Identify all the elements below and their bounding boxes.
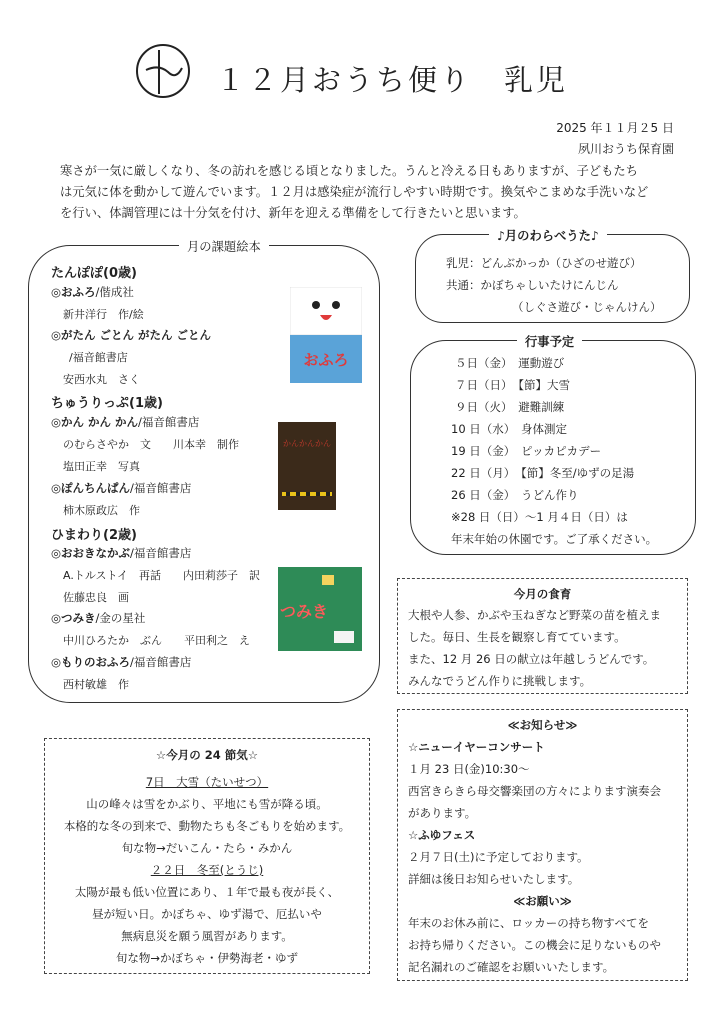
school-name: 夙川おうち保育園 bbox=[577, 142, 674, 156]
notice-line: があります。 bbox=[408, 806, 477, 820]
season-line: 本格的な冬の到来で、動物たちも冬ごもりを始めます。 bbox=[63, 819, 351, 833]
song-line: 共通：かぼちゃしいたけにんじん bbox=[446, 278, 619, 292]
season-term: 7日 大雪（たいせつ） bbox=[145, 775, 269, 789]
event-item: ※28 日（日）～1 月４日（日）は bbox=[451, 510, 628, 524]
event-item: 年末年始の休園です。ご了承ください。 bbox=[451, 532, 658, 546]
event-item: 19 日（金） ピッカピカデー bbox=[451, 444, 602, 458]
book-credit: 柿木原政広 作 bbox=[63, 504, 140, 517]
cover-title: つみき bbox=[279, 602, 329, 621]
notice-line: 詳細は後日お知らせいたします。 bbox=[408, 872, 580, 886]
event-item: ５日（金） 運動遊び bbox=[455, 356, 565, 370]
book-entry: ◎もりのおふろ/福音館書店 bbox=[51, 655, 192, 669]
book-credit: 安西水丸 さく bbox=[63, 373, 140, 386]
event-item: ７日（日） 【節】大雪 bbox=[455, 378, 570, 392]
food-education-box bbox=[397, 578, 688, 694]
book-entry: ◎つみき/金の星社 bbox=[51, 611, 146, 625]
books-title: 月の課題絵本 bbox=[179, 237, 269, 255]
book-entry: ◎ぽんちんぱん/福音館書店 bbox=[51, 481, 192, 495]
book-credit: 中川ひろたか ぶん 平田利之 え bbox=[63, 634, 250, 647]
intro-paragraph bbox=[60, 161, 680, 224]
food-line: 大根や人参、かぶや玉ねぎなど野菜の苗を植えま bbox=[408, 608, 661, 622]
food-line: した。毎日、生長を観察し育てています。 bbox=[408, 630, 626, 644]
book-credit: A.トルストイ 再話 内田莉莎子 訳 bbox=[63, 569, 260, 582]
cover-title: おふろ bbox=[303, 351, 349, 369]
events-box bbox=[410, 335, 696, 555]
notice-line: 年末のお休み前に、ロッカーの持ち物すべてを bbox=[408, 916, 650, 930]
season-line: 太陽が最も低い位置にあり、１年で最も夜が長く、 bbox=[74, 885, 340, 899]
food-title: 今月の食育 bbox=[513, 587, 572, 601]
notice-line: ２月７日(土)に予定しております。 bbox=[408, 850, 589, 864]
notice-line: １月 23 日(金)10:30～ bbox=[408, 762, 530, 776]
category-label: たんぽぽ(0歳) bbox=[51, 266, 137, 281]
book-entry: ◎かん かん かん/福音館書店 bbox=[51, 415, 200, 429]
book-publisher: /福音館書店 bbox=[69, 351, 128, 364]
notices-box bbox=[397, 709, 688, 981]
category-label: ひまわり(2歳) bbox=[51, 528, 137, 543]
season-line: 昼が短い日。かぼちゃ、ゆず湯で、厄払いや bbox=[92, 907, 322, 921]
book-credit: のむらさやか 文 川本幸 制作 bbox=[63, 438, 239, 451]
event-item: ９日（火） 避難訓練 bbox=[455, 400, 565, 414]
book-entry: ◎おふろ/偕成社 bbox=[51, 285, 134, 299]
seasons-title: ☆今月の 24 節気☆ bbox=[155, 748, 259, 762]
notice-heading: ☆ふゆフェス bbox=[408, 828, 476, 842]
issue-date-block bbox=[556, 118, 674, 160]
school-logo-icon bbox=[134, 42, 192, 100]
nursery-rhymes-box bbox=[415, 229, 690, 323]
songs-title: ♪月のわらべうた♪ bbox=[489, 226, 607, 244]
notice-heading: ☆ニューイヤーコンサート bbox=[408, 740, 545, 754]
notice-line: お持ち帰りください。この機会に足りないものや bbox=[408, 938, 661, 952]
book-entry: ◎がたん ごとん がたん ごとん bbox=[51, 328, 212, 342]
solar-terms-box bbox=[44, 738, 370, 974]
season-term: ２２日 冬至(とうじ) bbox=[150, 863, 264, 877]
food-line: みんなでうどん作りに挑戦します。 bbox=[408, 674, 592, 688]
book-credit: 西村敏雄 作 bbox=[63, 678, 129, 691]
tsumiki-cover-image bbox=[278, 567, 362, 651]
request-title: ≪お願い≫ bbox=[513, 894, 572, 908]
event-item: 10 日（水） 身体測定 bbox=[451, 422, 568, 436]
event-item: 26 日（金） うどん作り bbox=[451, 488, 579, 502]
ofuro-cover-image bbox=[290, 287, 362, 383]
issue-date: 2025 年１１月２5 日 bbox=[556, 121, 674, 135]
season-line: 山の峰々は雪をかぶり、平地にも雪が降る頃。 bbox=[86, 797, 328, 811]
song-line: （しぐさ遊び・じゃんけん） bbox=[512, 300, 662, 314]
season-line: 無病息災を願う風習があります。 bbox=[121, 929, 293, 943]
notice-title: ≪お知らせ≫ bbox=[507, 718, 578, 732]
intro-line: 寒さが一気に厳しくなり、冬の訪れを感じる頃となりました。うんと冷える日もありますが、子どもたち bbox=[60, 164, 638, 178]
book-credit: 新井洋行 作/絵 bbox=[63, 308, 144, 321]
kankankan-cover-image bbox=[278, 422, 336, 510]
book-credit: 佐藤忠良 画 bbox=[63, 591, 129, 604]
events-title: 行事予定 bbox=[517, 332, 582, 350]
notice-line: 記名漏れのご確認をお願いいたします。 bbox=[408, 960, 615, 974]
intro-line: を行い、体調管理には十分気を付け、新年を迎える準備をして行きたいと思います。 bbox=[60, 206, 526, 220]
season-line: 旬な物→だいこん・たら・みかん bbox=[121, 841, 293, 855]
intro-line: は元気に体を動かして遊んでいます。１２月は感染症が流行しやすい時期です。換気やこまめな手洗いなど bbox=[60, 185, 649, 199]
food-line: また、12 月 26 日の献立は年越しうどんです。 bbox=[408, 652, 655, 666]
cover-title: かんかんかん bbox=[283, 439, 331, 448]
event-item: 22 日（月） 【節】冬至/ゆずの足湯 bbox=[451, 466, 635, 480]
page-title: １２月おうち便り 乳児 bbox=[216, 63, 569, 97]
category-label: ちゅうりっぷ(1歳) bbox=[51, 396, 163, 411]
book-entry: ◎おおきなかぶ/福音館書店 bbox=[51, 546, 192, 560]
song-line: 乳児：どんぶかっか（ひざのせ遊び） bbox=[446, 256, 642, 270]
season-line: 旬な物→かぼちゃ・伊勢海老・ゆず bbox=[115, 951, 299, 965]
book-credit: 塩田正幸 写真 bbox=[63, 460, 140, 473]
notice-line: 西宮きらきら母交響楽団の方々によります演奏会 bbox=[408, 784, 661, 798]
